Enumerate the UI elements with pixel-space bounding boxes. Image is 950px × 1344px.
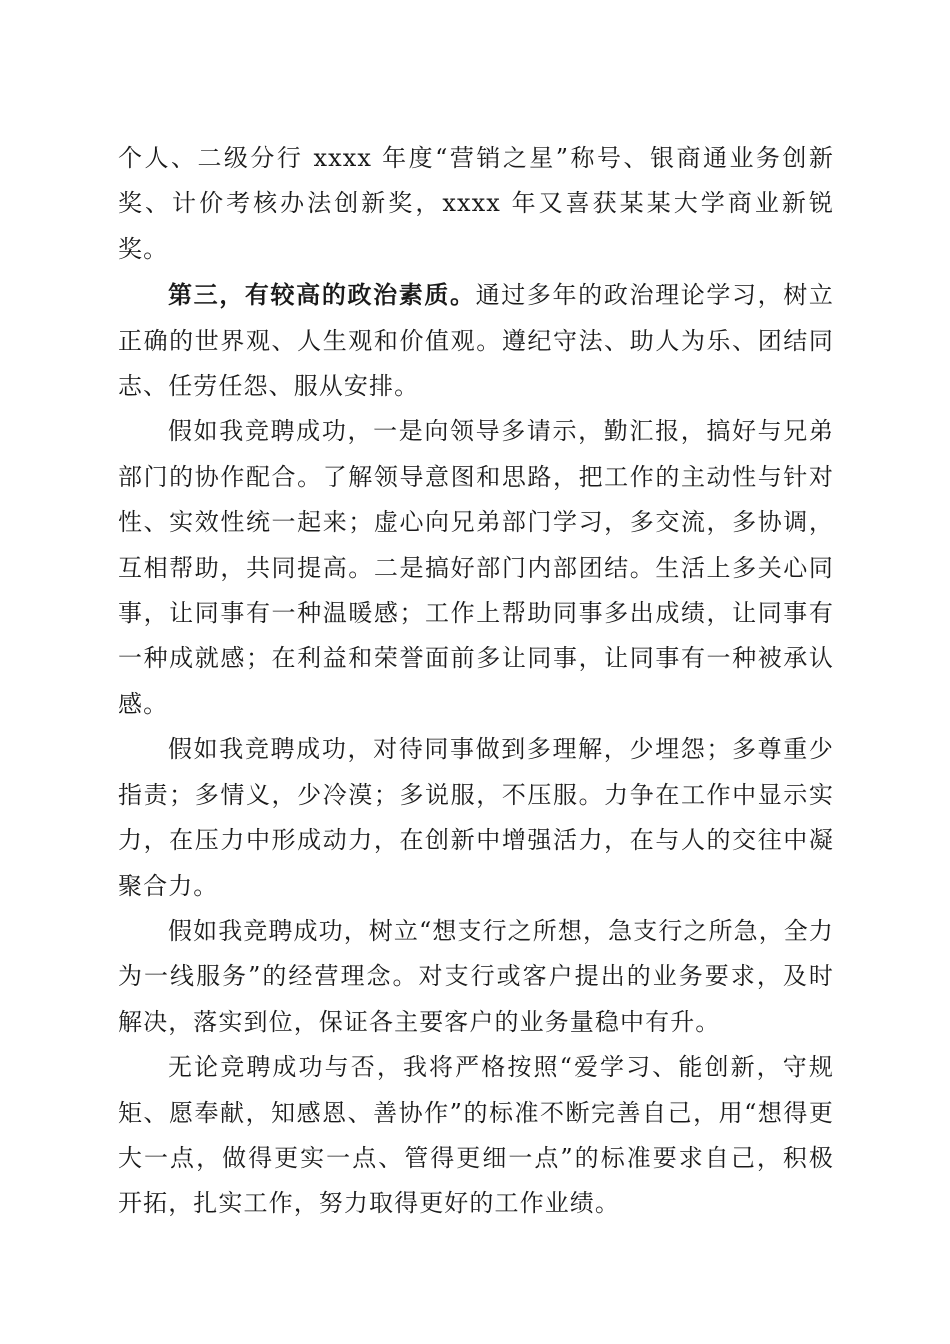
document-body — [118, 136, 834, 1227]
paragraph-continuation: 个人、二级分行 xxxx 年度“营销之星”称号、银商通业务创新奖、计价考核办法创新奖，xxxx 年又喜获某某大学商业新锐奖。 — [118, 144, 834, 263]
paragraph-if-success-2: 假如我竞聘成功，对待同事做到多理解，少埋怨；多尊重少指责；多情义，少冷漠；多说服，不压服。力争在工作中显示实力，在压力中形成动力，在创新中增强活力，在与人的交往中凝聚合力。 — [118, 735, 834, 900]
paragraph-political-quality-text: 通过多年的政治理论学习，树立正确的世界观、人生观和价值观。遵纪守法、助人为乐、团结同志、任劳任怨、服从安排。 — [118, 281, 835, 401]
paragraph-closing: 无论竞聘成功与否，我将严格按照“爱学习、能创新，守规矩、愿奉献，知感恩、善协作”的标准不断完善自己，用“想得更大一点，做得更实一点、管得更细一点”的标准要求自己，积极开拓，扎实工作，努力取得更好的工作业绩。 — [118, 1053, 834, 1218]
paragraph-if-success-1: 假如我竞聘成功，一是向领导多请示，勤汇报，搞好与兄弟部门的协作配合。了解领导意图和思路，把工作的主动性与针对性、实效性统一起来；虚心向兄弟部门学习，多交流，多协调，互相帮助，共同提高。二是搞好部门内部团结。生活上多关心同事，让同事有一种温暖感；工作上帮助同事多出成绩，让同事有一种成就感；在利益和荣誉面前多让同事，让同事有一种被承认感。 — [118, 417, 834, 718]
paragraph-political-quality — [118, 272, 834, 409]
paragraph-if-success-3: 假如我竞聘成功，树立“想支行之所想，急支行之所急，全力为一线服务”的经营理念。对支行或客户提出的业务要求，及时解决，落实到位，保证各主要客户的业务量稳中有升。 — [118, 916, 834, 1036]
paragraph-lead-heading: 第三，有较高的政治素质。 — [168, 280, 476, 310]
